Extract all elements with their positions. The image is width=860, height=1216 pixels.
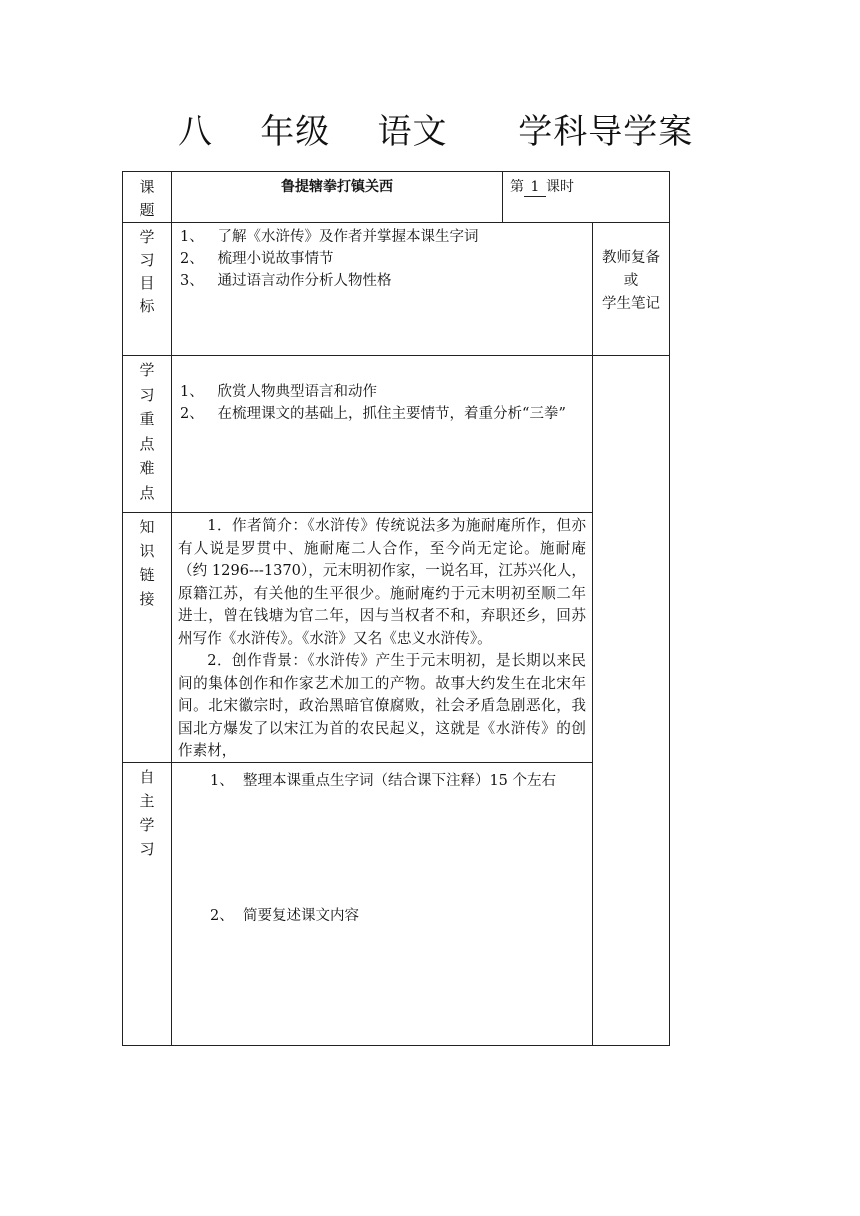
self-study-label: 自 主 学 习 [139,768,155,858]
table-border-right [669,171,670,1046]
period-number: 1 [524,179,546,197]
key-points-list [180,381,566,425]
table-border-top [122,171,670,172]
row-divider-3 [122,512,593,513]
author-intro-paragraph: 1．作者简介：《水浒传》传统说法多为施耐庵所作，但亦有人说是罗贯中、施耐庵二人合作，至今尚无定论。施耐庵（约 1296---1370），元末明初作家，一说名耳，江苏兴化人，原籍江苏，有关他的生平很少。施耐庵约于元末明初至顺二年进士，曾在钱塘为官二年，因与当权者不和，弃职还乡，回苏州写作《水浒传》。《水浒》又名《忠义水浒传》。 [178,517,586,647]
key-points-label: 学 习 重 点 难 点 [139,361,155,502]
list-item: 2、 在梳理课文的基础上，抓住主要情节，着重分析“三拳” [180,406,566,422]
list-item: 3、 通过语言动作分析人物性格 [180,273,392,289]
knowledge-body [178,515,586,763]
lesson-label: 课 题 [139,178,155,219]
list-item: 2、 梳理小说故事情节 [180,251,334,267]
lesson-name: 鲁提辖拳打镇关西 [281,179,393,195]
notes-column-divider [592,222,593,1046]
teacher-notes-header: 教师复备 或 学生笔记 [602,250,660,312]
list-item: 1、 了解《水浒传》及作者并掌握本课生字词 [180,229,479,245]
lesson-period: 第 1 课时 [510,179,574,195]
self-study-task-1: 1、 整理本课重点生字词（结合课下注释）15 个左右 [210,773,557,789]
knowledge-label: 知 识 链 接 [139,518,155,608]
objectives-label: 学 习 目 标 [139,228,155,315]
self-study-task-2: 2、 简要复述课文内容 [210,908,359,924]
row-divider-1 [122,222,670,223]
table-border-bottom [122,1045,670,1046]
list-item: 1、 欣赏人物典型语言和动作 [180,384,378,400]
period-cell-divider [502,171,503,223]
page-title: 八 年级 语文 学科导学案 [178,112,694,152]
objectives-list [180,226,479,292]
background-paragraph: 2．创作背景：《水浒传》产生于元末明初，是长期以来民间的集体创作和作家艺术加工的产物。故事大约发生在北宋年间。北宋徽宗时，政治黑暗官僚腐败，社会矛盾急剧恶化，我国北方爆发了以宋江为首的农民起义，这就是《水浒传》的创作素材， [178,652,586,759]
row-divider-2 [122,355,670,356]
